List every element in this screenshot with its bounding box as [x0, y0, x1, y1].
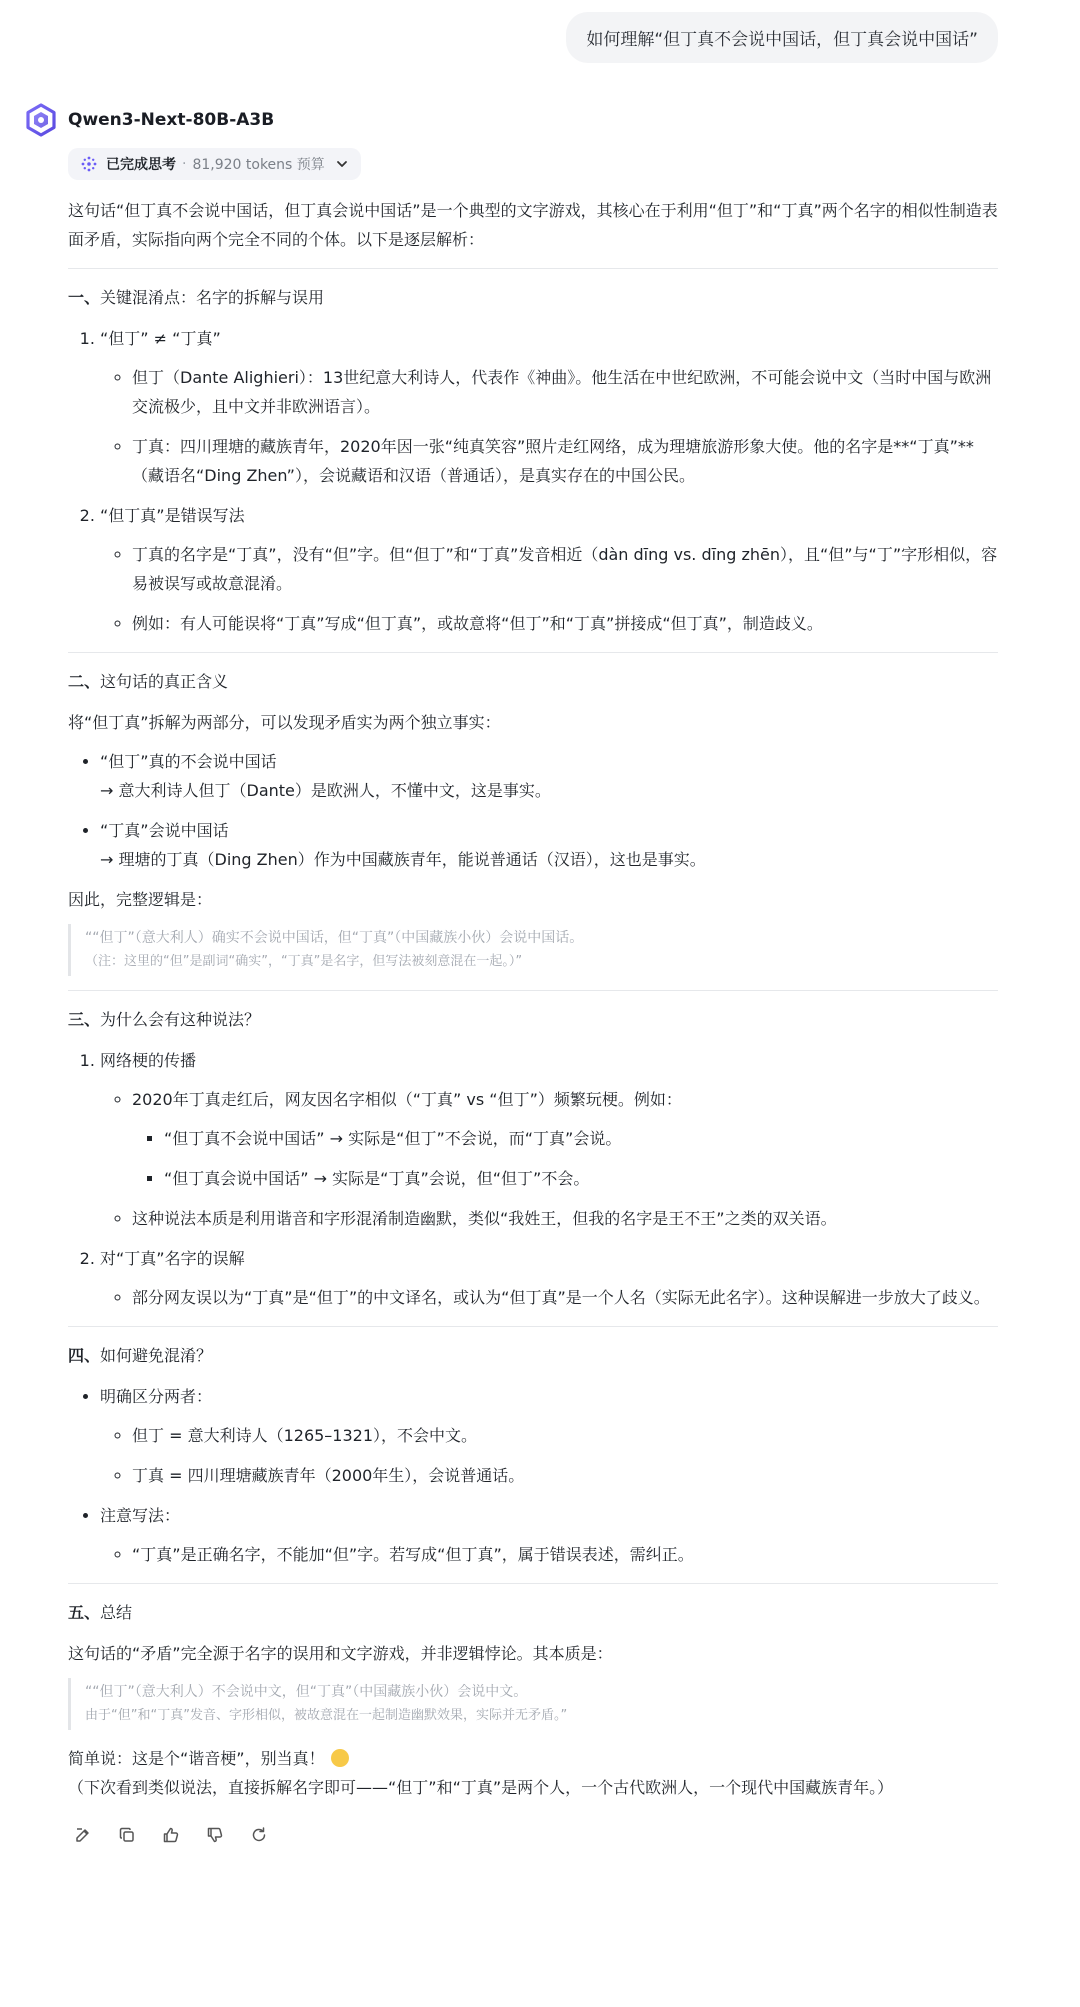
separator-dot: ·: [182, 156, 187, 172]
thumbs-down-icon: [206, 1826, 224, 1844]
section-1-list: [68, 324, 998, 638]
think-status-label: 已完成思考: [106, 157, 176, 173]
divider: [68, 1326, 998, 1327]
list-item: • “丁真”会说中国话 → 理塘的丁真（Ding Zhen）作为中国藏族青年，能说普通话（汉语），这也是事实。: [100, 816, 998, 874]
summary-line: 简单说：这是个“谐音梗”，别当真！: [68, 1744, 998, 1773]
section-5-heading: 五、总结: [68, 1603, 133, 1622]
list-item: 1. “但丁” ≠ “丁真” ◦ 但丁（Dante Alighieri）：13世纪意大利诗人，代表作《神曲》。他生活在中世纪欧洲，不可能会说中文（当时中国与欧洲交流极少，且中文并非欧洲语言）。 ◦ 丁真：四川理塘的藏族青年，2020年因一张“纯真笑容”照片走红网络，成为理塘旅游形象大使。他的名字是**“丁真”**（藏语名“Ding Zhen”），会说藏语和汉语（普通话），是真实存在的中国公民。: [100, 324, 998, 490]
list-item: • “但丁”真的不会说中国话 → 意大利诗人但丁（Dante）是欧洲人，不懂中文，这是事实。: [100, 747, 998, 805]
list-item: • 注意写法： ◦ “丁真”是正确名字，不能加“但”字。若写成“但丁真”，属于错误表述，需纠正。: [100, 1501, 998, 1569]
assistant-message: [68, 100, 998, 1850]
thinking-toggle[interactable]: [68, 148, 361, 180]
list-item: ▪ “但丁真会说中国话” → 实际是“丁真”会说，但“但丁”不会。: [164, 1164, 998, 1193]
section-2-lead: 将“但丁真”拆解为两部分，可以发现矛盾实为两个独立事实：: [68, 713, 501, 732]
edit-icon: [74, 1826, 92, 1844]
section-3-heading: 三、为什么会有这种说法？: [68, 1010, 261, 1029]
section-4-list: [68, 1382, 998, 1569]
list-item: 2. “但丁真”是错误写法 ◦ 丁真的名字是“丁真”，没有“但”字。但“但丁”和“丁真”发音相近（dàn dīng vs. dīng zhēn），且“但”与“丁”字形相似，容易被误写或故意混淆。 ◦ 例如：有人可能误将“丁真”写成“但丁真”，或故意将“但丁”和“丁真”拼接成“但丁真”，制造歧义。: [100, 501, 998, 638]
section-2-heading: 二、这句话的真正含义: [68, 672, 229, 691]
divider: [68, 652, 998, 653]
list-item: ◦ 例如：有人可能误将“丁真”写成“但丁真”，或故意将“但丁”和“丁真”拼接成“但丁真”，制造歧义。: [132, 609, 998, 638]
thumbs-up-button[interactable]: [156, 1820, 186, 1850]
list-item: ◦ 这种说法本质是利用谐音和字形混淆制造幽默，类似“我姓王，但我的名字是王不王”之类的双关语。: [132, 1204, 998, 1233]
grinning-emoji-icon: [331, 1749, 349, 1767]
model-name: Qwen3-Next-80B-A3B: [68, 110, 275, 130]
message-toolbar: [68, 1820, 998, 1850]
divider: [68, 1583, 998, 1584]
section-2-conclusion: 因此，完整逻辑是：: [68, 890, 213, 909]
token-budget: 81,920 tokens 预算: [192, 157, 325, 173]
divider: [68, 990, 998, 991]
model-header: [24, 100, 998, 140]
list-item: • 明确区分两者： ◦ 但丁 = 意大利诗人（1265–1321），不会中文。 ◦ 丁真 = 四川理塘藏族青年（2000年生），会说普通话。: [100, 1382, 998, 1490]
section-4-heading: 四、如何避免混淆？: [68, 1346, 213, 1365]
blockquote: ““但丁”（意大利人）不会说中文，但“丁真”（中国藏族小伙）会说中文。 由于“但”和“丁真”发音、字形相似，被故意混在一起制造幽默效果，实际并无矛盾。”: [68, 1678, 998, 1730]
section-5-lead: 这句话的“矛盾”完全源于名字的误用和文字游戏，并非逻辑悖论。其本质是：: [68, 1644, 613, 1663]
list-item: ◦ 丁真：四川理塘的藏族青年，2020年因一张“纯真笑容”照片走红网络，成为理塘旅游形象大使。他的名字是**“丁真”**（藏语名“Ding Zhen”），会说藏语和汉语（普通话），是真实存在的中国公民。: [132, 432, 998, 490]
thinking-icon: [80, 155, 98, 173]
summary-note: （下次看到类似说法，直接拆解名字即可——“但丁”和“丁真”是两个人，一个古代欧洲人，一个现代中国藏族青年。）: [68, 1778, 894, 1797]
list-item: ◦ 但丁 = 意大利诗人（1265–1321），不会中文。: [132, 1421, 998, 1450]
copy-button[interactable]: [112, 1820, 142, 1850]
list-item: 2. 对“丁真”名字的误解 ◦ 部分网友误以为“丁真”是“但丁”的中文译名，或认为“但丁真”是一个人名（实际无此名字）。这种误解进一步放大了歧义。: [100, 1244, 998, 1312]
list-item: ◦ 丁真 = 四川理塘藏族青年（2000年生），会说普通话。: [132, 1461, 998, 1490]
list-item: ◦ 2020年丁真走红后，网友因名字相似（“丁真” vs “但丁”）频繁玩梗。例如： ▪ “但丁真不会说中国话” → 实际是“但丁”不会说，而“丁真”会说。 ▪ “但丁真会说中国话” → 实际是“丁真”会说，但“但丁”不会。: [132, 1085, 998, 1193]
thumbs-down-button[interactable]: [200, 1820, 230, 1850]
edit-button[interactable]: [68, 1820, 98, 1850]
list-item: ◦ 部分网友误以为“丁真”是“但丁”的中文译名，或认为“但丁真”是一个人名（实际无此名字）。这种误解进一步放大了歧义。: [132, 1283, 998, 1312]
list-item: ◦ 丁真的名字是“丁真”，没有“但”字。但“但丁”和“丁真”发音相近（dàn dīng vs. dīng zhēn），且“但”与“丁”字形相似，容易被误写或故意混淆。: [132, 540, 998, 598]
chevron-down-icon: [335, 157, 349, 171]
regenerate-button[interactable]: [244, 1820, 274, 1850]
list-item: 1. 网络梗的传播 ◦ 2020年丁真走红后，网友因名字相似（“丁真” vs “但丁”）频繁玩梗。例如： ▪ “但丁真不会说中国话” → 实际是“但丁”不会说，而“丁真”会说。 ▪ “但丁真会说中国话” → 实际是“丁真”会说，但“但丁”不会。 ◦ 这种说法本质是利用谐音和字形混淆制造幽默，类似“我姓王，但我的名字是王不王”之类的双关语。: [100, 1046, 998, 1233]
section-3-list: [68, 1046, 998, 1312]
refresh-icon: [250, 1826, 268, 1844]
list-item: ▪ “但丁真不会说中国话” → 实际是“但丁”不会说，而“丁真”会说。: [164, 1124, 998, 1153]
section-1-heading: 一、关键混淆点：名字的拆解与误用: [68, 288, 325, 307]
blockquote: ““但丁”（意大利人）确实不会说中国话，但“丁真”（中国藏族小伙）会说中国话。 （注：这里的“但”是副词“确实”，“丁真”是名字，但写法被刻意混在一起。）”: [68, 924, 998, 976]
list-item: ◦ “丁真”是正确名字，不能加“但”字。若写成“但丁真”，属于错误表述，需纠正。: [132, 1540, 998, 1569]
intro-paragraph: 这句话“但丁真不会说中国话，但丁真会说中国话”是一个典型的文字游戏，其核心在于利用“但丁”和“丁真”两个名字的相似性制造表面矛盾，实际指向两个完全不同的个体。以下是逐层解析：: [68, 201, 998, 249]
user-message-bubble: 如何理解“但丁真不会说中国话，但丁真会说中国话”: [566, 12, 998, 63]
copy-icon: [118, 1826, 136, 1844]
section-2-list: [68, 747, 998, 874]
list-item: ◦ 但丁（Dante Alighieri）：13世纪意大利诗人，代表作《神曲》。他生活在中世纪欧洲，不可能会说中文（当时中国与欧洲交流极少，且中文并非欧洲语言）。: [132, 363, 998, 421]
thumbs-up-icon: [162, 1826, 180, 1844]
response-content: [68, 196, 998, 1802]
qwen-logo-icon: [24, 103, 58, 137]
divider: [68, 268, 998, 269]
